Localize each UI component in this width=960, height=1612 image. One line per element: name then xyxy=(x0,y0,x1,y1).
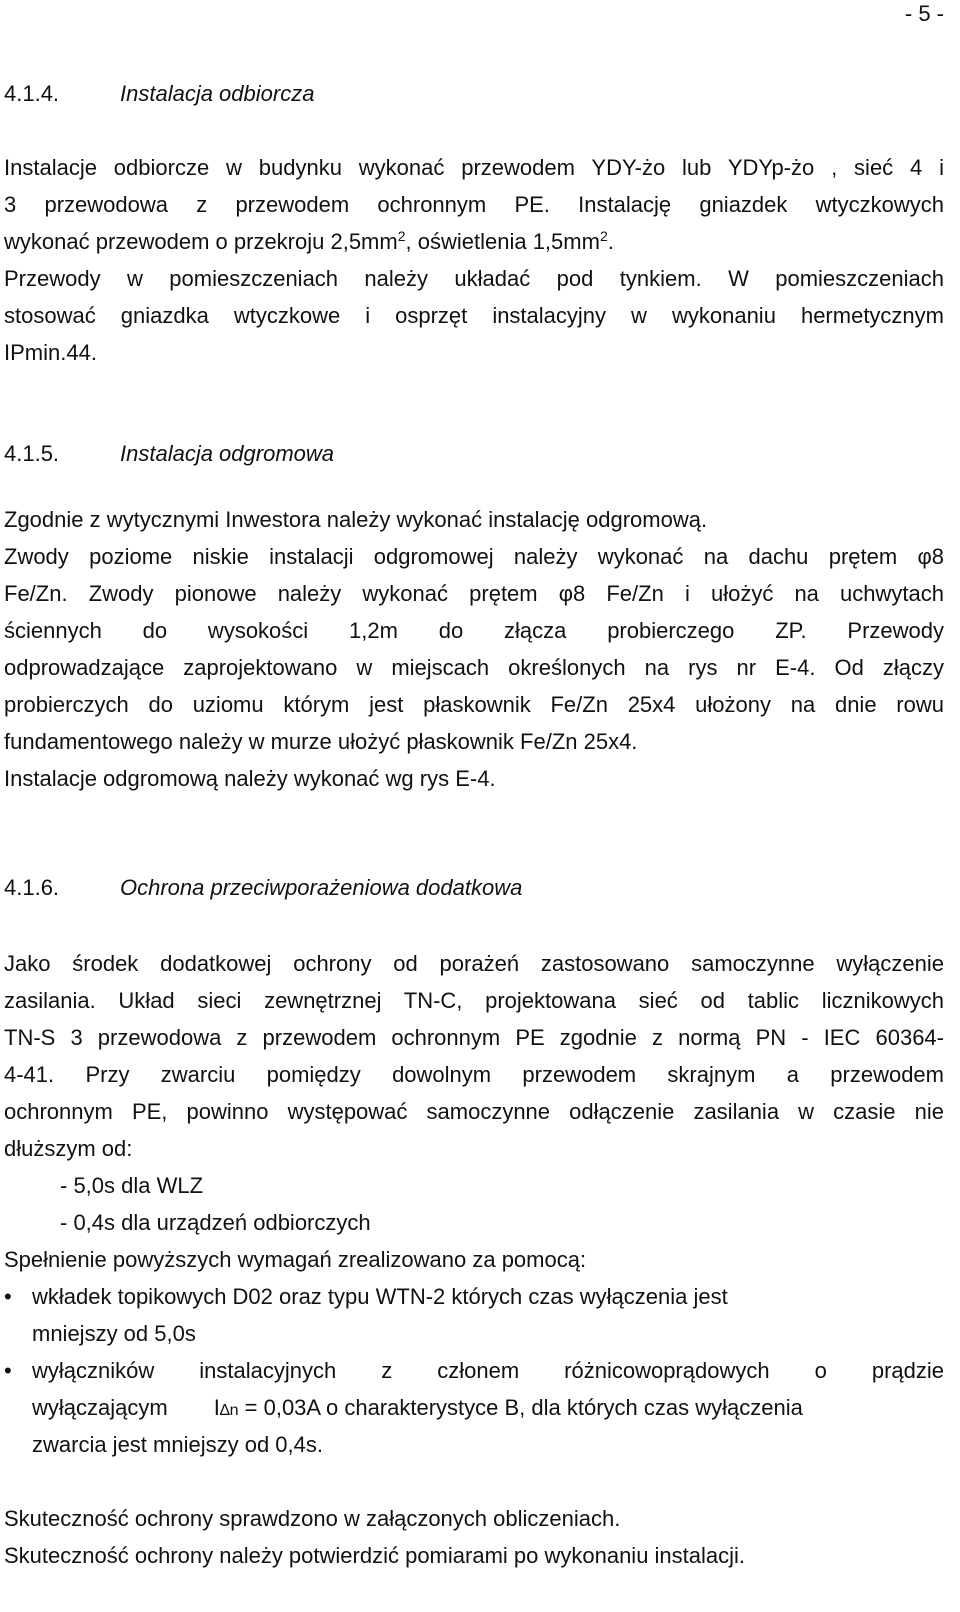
section-title: Instalacja odbiorcza xyxy=(120,81,315,106)
text: probierczych do uziomu którym jest płaskownik Fe/Zn 25x4 ułożony na dnie rowu xyxy=(4,692,944,717)
paragraph-line xyxy=(4,1098,944,1126)
section-title: Instalacja odgromowa xyxy=(120,441,335,466)
bullet-icon: • xyxy=(4,1358,12,1383)
bullet-line: zwarcia jest mniejszy od 0,4s. xyxy=(32,1432,323,1457)
text: 4-41. Przy zwarciu pomiędzy dowolnym przewodem skrajnym a przewodem xyxy=(4,1062,944,1087)
bullet-line: mniejszy od 5,0s xyxy=(32,1321,196,1346)
bullet-line xyxy=(32,1394,944,1425)
paragraph-line xyxy=(4,987,944,1015)
section-heading-4-1-6 xyxy=(4,874,522,902)
paragraph-line xyxy=(4,617,944,645)
text: TN-S 3 przewodowa z przewodem ochronnym PE zgodnie z normą PN - IEC 60364- xyxy=(4,1025,944,1050)
section-title: Ochrona przeciwporażeniowa dodatkowa xyxy=(120,875,523,900)
page-number: - 5 - xyxy=(904,1,944,26)
paragraph-line: IPmin.44. xyxy=(4,340,97,365)
text: 3 przewodowa z przewodem ochronnym PE. Instalację gniazdek wtyczkowych xyxy=(4,192,944,217)
section-number: 4.1.5. xyxy=(4,441,60,466)
bullet-icon: • xyxy=(4,1284,12,1309)
paragraph-line xyxy=(4,1061,944,1089)
paragraph-line xyxy=(4,1024,944,1052)
paragraph-line: Zgodnie z wytycznymi Inwestora należy wykonać instalację odgromową. xyxy=(4,507,708,532)
paragraph-line: Spełnienie powyższych wymagań zrealizowano za pomocą: xyxy=(4,1247,587,1272)
text: Fe/Zn. Zwody pionowe należy wykonać prętem φ8 Fe/Zn i ułożyć na uchwytach xyxy=(4,581,944,606)
paragraph-line xyxy=(4,302,944,330)
text: stosować gniazdka wtyczkowe i osprzęt instalacyjny w wykonaniu hermetycznym xyxy=(4,303,944,328)
text: , oświetlenia 1,5mm xyxy=(405,229,600,254)
paragraph-line xyxy=(4,580,944,608)
text: Jako środek dodatkowej ochrony od porażeń zastosowano samoczynne wyłączenie xyxy=(4,951,944,976)
text: zasilania. Układ sieci zewnętrznej TN-C, projektowana sieć od tablic licznikowych xyxy=(4,988,944,1013)
text: I xyxy=(213,1395,220,1420)
superscript: 2 xyxy=(599,228,608,244)
section-heading-4-1-5 xyxy=(4,440,334,468)
paragraph-line xyxy=(4,950,944,978)
text: Zwody poziome niskie instalacji odgromowej należy wykonać na dachu prętem φ8 xyxy=(4,544,944,569)
section-number: 4.1.6. xyxy=(4,875,60,900)
section-number: 4.1.4. xyxy=(4,81,60,106)
paragraph-line xyxy=(4,265,944,293)
paragraph-line xyxy=(4,154,944,182)
paragraph-line: dłuższym od: xyxy=(4,1136,133,1161)
text: Instalacje odbiorcze w budynku wykonać przewodem YDY-żo lub YDYp-żo , sieć 4 i xyxy=(4,155,944,180)
text: wyłączników instalacyjnych z członem różnicowoprądowych o prądzie xyxy=(32,1358,944,1383)
paragraph-line xyxy=(4,654,944,682)
paragraph-line: fundamentowego należy w murze ułożyć płaskownik Fe/Zn 25x4. xyxy=(4,729,638,754)
paragraph-line xyxy=(4,691,944,719)
text: wyłączającym xyxy=(32,1395,168,1420)
paragraph-line xyxy=(4,191,944,219)
text: odprowadzające zaprojektowano w miejscach określonych na rys nr E-4. Od złączy xyxy=(4,655,944,680)
text: . xyxy=(607,229,614,254)
paragraph-line: Instalacje odgromową należy wykonać wg rys E-4. xyxy=(4,766,496,791)
text: ochronnym PE, powinno występować samoczynne odłączenie zasilania w czasie nie xyxy=(4,1099,944,1124)
dash-item: - 0,4s dla urządzeń odbiorczych xyxy=(60,1210,371,1235)
bullet-line xyxy=(32,1357,944,1385)
text: = 0,03A o charakterystyce B, dla których czas wyłączenia xyxy=(244,1395,803,1420)
text: Przewody w pomieszczeniach należy układać pod tynkiem. W pomieszczeniach xyxy=(4,266,944,291)
superscript: 2 xyxy=(397,228,406,244)
paragraph-line xyxy=(4,228,944,256)
text: ściennych do wysokości 1,2m do złącza probierczego ZP. Przewody xyxy=(4,618,944,643)
section-heading-4-1-4 xyxy=(4,80,314,108)
bullet-line: wkładek topikowych D02 oraz typu WTN-2 których czas wyłączenia jest xyxy=(32,1284,728,1309)
dash-item: - 5,0s dla WLZ xyxy=(60,1173,204,1198)
paragraph-line: Skuteczność ochrony należy potwierdzić pomiarami po wykonaniu instalacji. xyxy=(4,1543,746,1568)
paragraph-line: Skuteczność ochrony sprawdzono w załączonych obliczeniach. xyxy=(4,1506,621,1531)
paragraph-line xyxy=(4,543,944,571)
subscript: ∆n xyxy=(219,1402,239,1419)
text: wykonać przewodem o przekroju 2,5mm xyxy=(4,229,398,254)
